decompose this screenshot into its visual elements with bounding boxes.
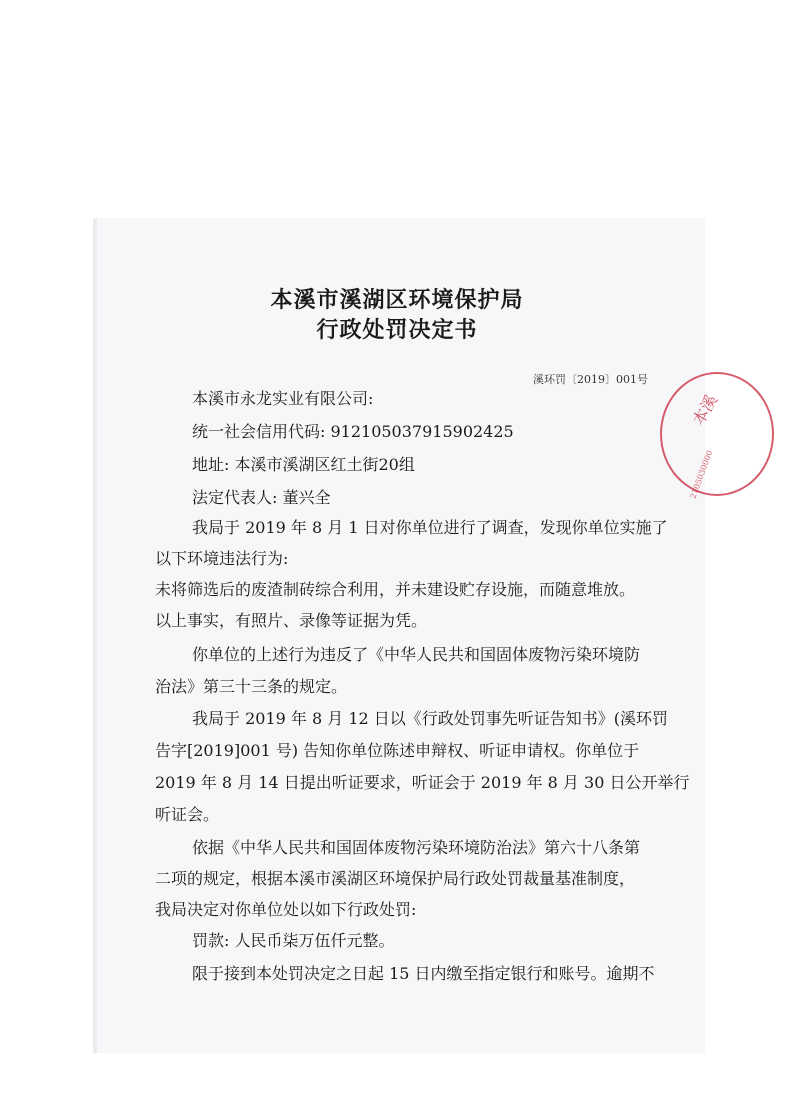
seal-number: 2105030000: [688, 449, 715, 500]
paragraph-line: 我局决定对你单位处以如下行政处罚:: [155, 900, 417, 919]
paragraph-line: 未将筛选后的废渣制砖综合利用，并未建设贮存设施，而随意堆放。: [155, 580, 636, 599]
paragraph-line: 我局于 2019 年 8 月 12 日以《行政处罚事先听证告知书》(溪环罚: [192, 709, 669, 728]
paragraph-line: 你单位的上述行为违反了《中华人民共和国固体废物污染环境防: [192, 645, 641, 664]
paragraph-line: 以上事实，有照片、录像等证据为凭。: [155, 611, 428, 630]
document-title: 本溪市溪湖区环境保护局: [270, 287, 524, 313]
credit-code: 统一社会信用代码: 912105037915902425: [192, 422, 514, 441]
paragraph-line: 听证会。: [155, 805, 220, 824]
paragraph-line: 限于接到本处罚决定之日起 15 日内缴至指定银行和账号。逾期不: [192, 964, 655, 983]
seal-text: 本溪: [688, 391, 722, 429]
document-subtitle: 行政处罚决定书: [316, 317, 478, 343]
penalty-line: 罚款: 人民币柒万伍仟元整。: [192, 931, 395, 950]
paragraph-line: 2019 年 8 月 14 日提出听证要求，听证会于 2019 年 8 月 30 日公开举行: [155, 773, 690, 792]
paragraph-line: 治法》第三十三条的规定。: [155, 677, 348, 696]
legal-representative: 法定代表人: 董兴全: [192, 488, 331, 507]
paragraph-line: 我局于 2019 年 8 月 1 日对你单位进行了调查，发现你单位实施了: [192, 518, 668, 537]
paragraph-line: 告字[2019]001 号) 告知你单位陈述申辩权、听证申请权。你单位于: [155, 741, 640, 760]
paragraph-line: 依据《中华人民共和国固体废物污染环境防治法》第六十八条第: [192, 838, 641, 857]
address: 地址: 本溪市溪湖区红土街20组: [192, 455, 415, 474]
recipient-name: 本溪市永龙实业有限公司:: [192, 389, 374, 408]
paragraph-line: 二项的规定，根据本溪市溪湖区环境保护局行政处罚裁量基准制度，: [155, 869, 636, 888]
paragraph-line: 以下环境违法行为:: [155, 549, 289, 568]
document-number: 溪环罚〔2019〕001号: [533, 373, 648, 386]
official-seal: [660, 372, 774, 496]
